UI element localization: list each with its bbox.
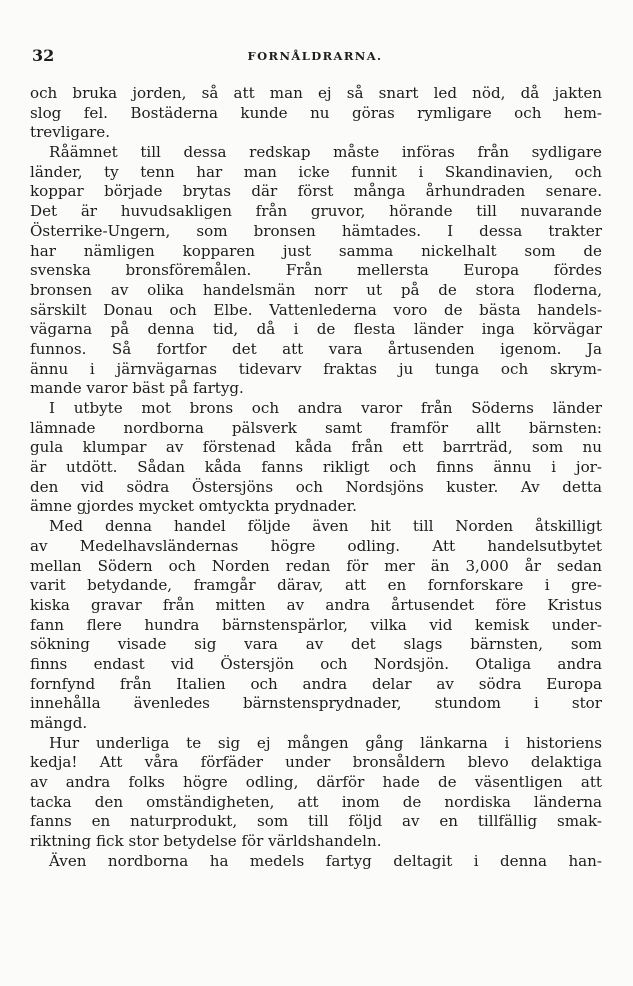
text-line: lämnade nordborna pälsverk samt framför allt bärnsten: — [30, 418, 602, 437]
running-head: FORNÅLDRARNA. — [247, 49, 383, 63]
text-line: finns endast vid Östersjön och Nordsjön. Otaliga andra — [30, 654, 602, 673]
text-line: sökning visade sig vara av det slags bärnsten, som — [30, 635, 602, 654]
page-header — [30, 46, 600, 66]
text-line: ännu i järnvägarnas tidevarv fraktas ju tunga och skrym- — [30, 359, 602, 378]
text-line: fornfynd från Italien och andra delar av södra Europa — [30, 674, 602, 693]
text-line: och bruka jorden, så att man ej så snart led nöd, då jakten — [30, 84, 602, 102]
text-line: Råämnet till dessa redskap måste införas från sydligare — [49, 143, 602, 162]
text-line: vägarna på denna tid, då i de flesta länder inga körvägar — [30, 320, 602, 339]
text-line: trevligare. — [30, 123, 111, 142]
text-line: mande varor bäst på fartyg. — [30, 379, 244, 398]
text-line: är utdött. Sådan kåda fanns rikligt och finns ännu i jor- — [30, 458, 602, 477]
text-line: Hur underliga te sig ej mången gång länkarna i historiens — [49, 733, 602, 752]
page-number: 32 — [32, 46, 55, 65]
text-line: svenska bronsföremålen. Från mellersta Europa fördes — [30, 261, 602, 280]
text-line: fanns en naturprodukt, som till följd av en tillfällig smak- — [30, 812, 602, 831]
text-line: Österrike-Ungern, som bronsen hämtades. I dessa trakter — [30, 221, 602, 240]
text-line: I utbyte mot brons och andra varor från Söderns länder — [49, 399, 602, 417]
text-line: funnos. Så fortfor det att vara årtusenden igenom. Ja — [30, 339, 602, 358]
text-line: kedja! Att våra förfäder under bronsåldern blevo delaktiga — [30, 753, 602, 772]
text-line: gula klumpar av förstenad kåda från ett barrträd, som nu — [30, 438, 602, 457]
text-line: slog fel. Bostäderna kunde nu göras rymligare och hem- — [30, 103, 602, 122]
text-line: särskilt Donau och Elbe. Vattenlederna voro de bästa handels- — [30, 300, 602, 319]
text-line: riktning fick stor betydelse för världshandeln. — [30, 832, 382, 851]
text-line: varit betydande, framgår därav, att en fornforskare i gre- — [30, 576, 602, 595]
body-text — [30, 84, 602, 872]
text-line: den vid södra Östersjöns och Nordsjöns kuster. Av detta — [30, 477, 602, 496]
text-line: mellan Södern och Norden redan för mer än 3,000 år sedan — [30, 556, 602, 575]
text-line: av andra folks högre odling, därför hade de väsentligen att — [30, 773, 602, 792]
text-line: fann flere hundra bärnstenspärlor, vilka vid kemisk under- — [30, 615, 602, 634]
text-line: tacka den omständigheten, att inom de nordiska länderna — [30, 792, 602, 811]
text-line: bronsen av olika handelsmän norr ut på de stora floderna, — [30, 280, 602, 299]
text-line: ämne gjordes mycket omtyckta prydnader. — [30, 497, 357, 516]
text-line: koppar började brytas där först många århundraden senare. — [30, 182, 602, 201]
text-line: Med denna handel följde även hit till Norden åtskilligt — [49, 517, 602, 536]
text-line: innehålla ävenledes bärnstensprydnader, stundom i stor — [30, 694, 602, 713]
text-line: länder, ty tenn har man icke funnit i Skandinavien, och — [30, 162, 602, 181]
text-line: Det är huvudsakligen från gruvor, hörande till nuvarande — [30, 202, 602, 221]
text-line: har nämligen kopparen just samma nickelhalt som de — [30, 241, 602, 260]
text-line: mängd. — [30, 714, 88, 732]
text-line: Även nordborna ha medels fartyg deltagit i denna han- — [49, 851, 602, 870]
text-line: kiska gravar från mitten av andra årtusendet före Kristus — [30, 595, 602, 614]
text-line: av Medelhavsländernas högre odling. Att handelsutbytet — [30, 536, 602, 555]
